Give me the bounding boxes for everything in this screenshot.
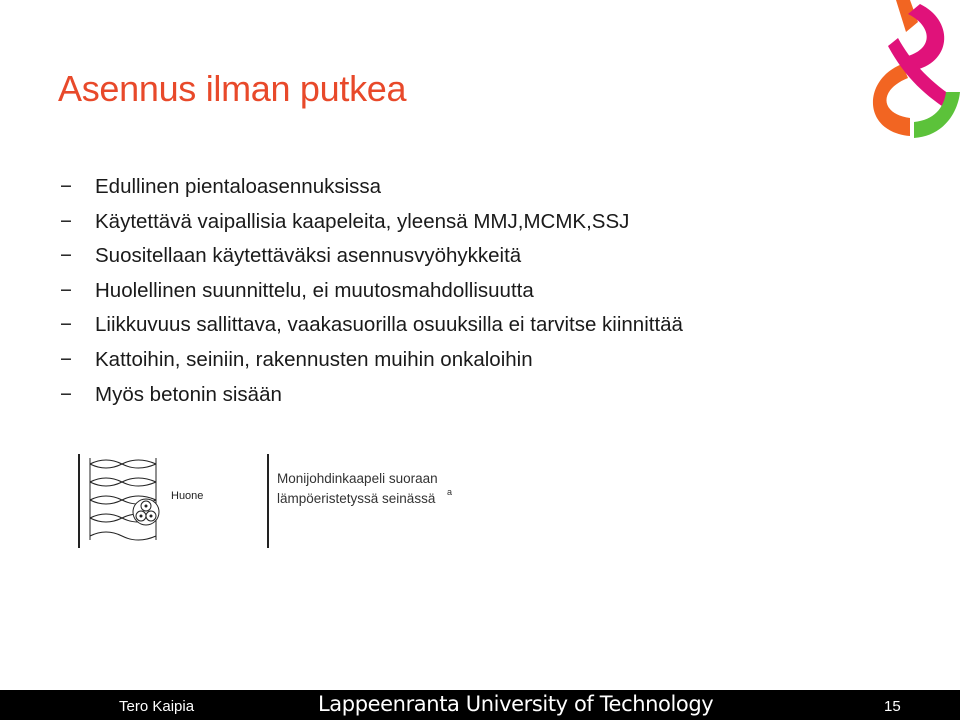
dash-icon: − — [60, 244, 72, 268]
bullet-item — [60, 310, 683, 345]
slide-title: Asennus ilman putkea — [58, 68, 407, 109]
bullet-item — [60, 241, 683, 276]
dash-icon: − — [60, 382, 72, 406]
bullet-list — [60, 172, 683, 414]
bullet-item — [60, 276, 683, 311]
bullet-text: Liikkuvuus sallittava, vaakasuorilla osuuksilla ei tarvitse kiinnittää — [95, 313, 683, 337]
footer-bar — [0, 690, 960, 720]
bullet-text: Kattoihin, seiniin, rakennusten muihin onkaloihin — [95, 347, 533, 371]
dash-icon: − — [60, 278, 72, 302]
page-number: 15 — [884, 698, 901, 715]
bullet-item — [60, 345, 683, 380]
footer-author: Tero Kaipia — [119, 698, 195, 715]
caption-superscript: a — [447, 487, 453, 497]
bullet-text: Suositellaan käytettäväksi asennusvyöhykkeitä — [95, 244, 522, 268]
university-name: Lappeenranta University of Technology — [318, 692, 714, 716]
dash-icon: − — [60, 175, 72, 198]
wall-section-drawing — [79, 454, 159, 548]
bullet-text: Käytettävä vaipallisia kaapeleita, yleensä MMJ,MCMK,SSJ — [95, 209, 630, 233]
bullet-item — [60, 172, 683, 207]
caption-line-2: lämpöeristetyssä seinässä — [277, 491, 436, 506]
room-label: Huone — [171, 490, 204, 502]
installation-figure — [70, 452, 490, 552]
dash-icon: − — [60, 209, 72, 233]
bullet-item — [60, 207, 683, 242]
dash-icon: − — [60, 313, 72, 337]
caption-line-1: Monijohdinkaapeli suoraan — [277, 471, 438, 486]
bullet-item — [60, 380, 683, 415]
bullet-text: Myös betonin sisään — [95, 382, 282, 406]
bullet-text: Edullinen pientaloasennuksissa — [95, 175, 382, 198]
dash-icon: − — [60, 347, 72, 371]
lut-logo — [858, 0, 960, 142]
bullet-text: Huolellinen suunnittelu, ei muutosmahdollisuutta — [95, 278, 534, 302]
